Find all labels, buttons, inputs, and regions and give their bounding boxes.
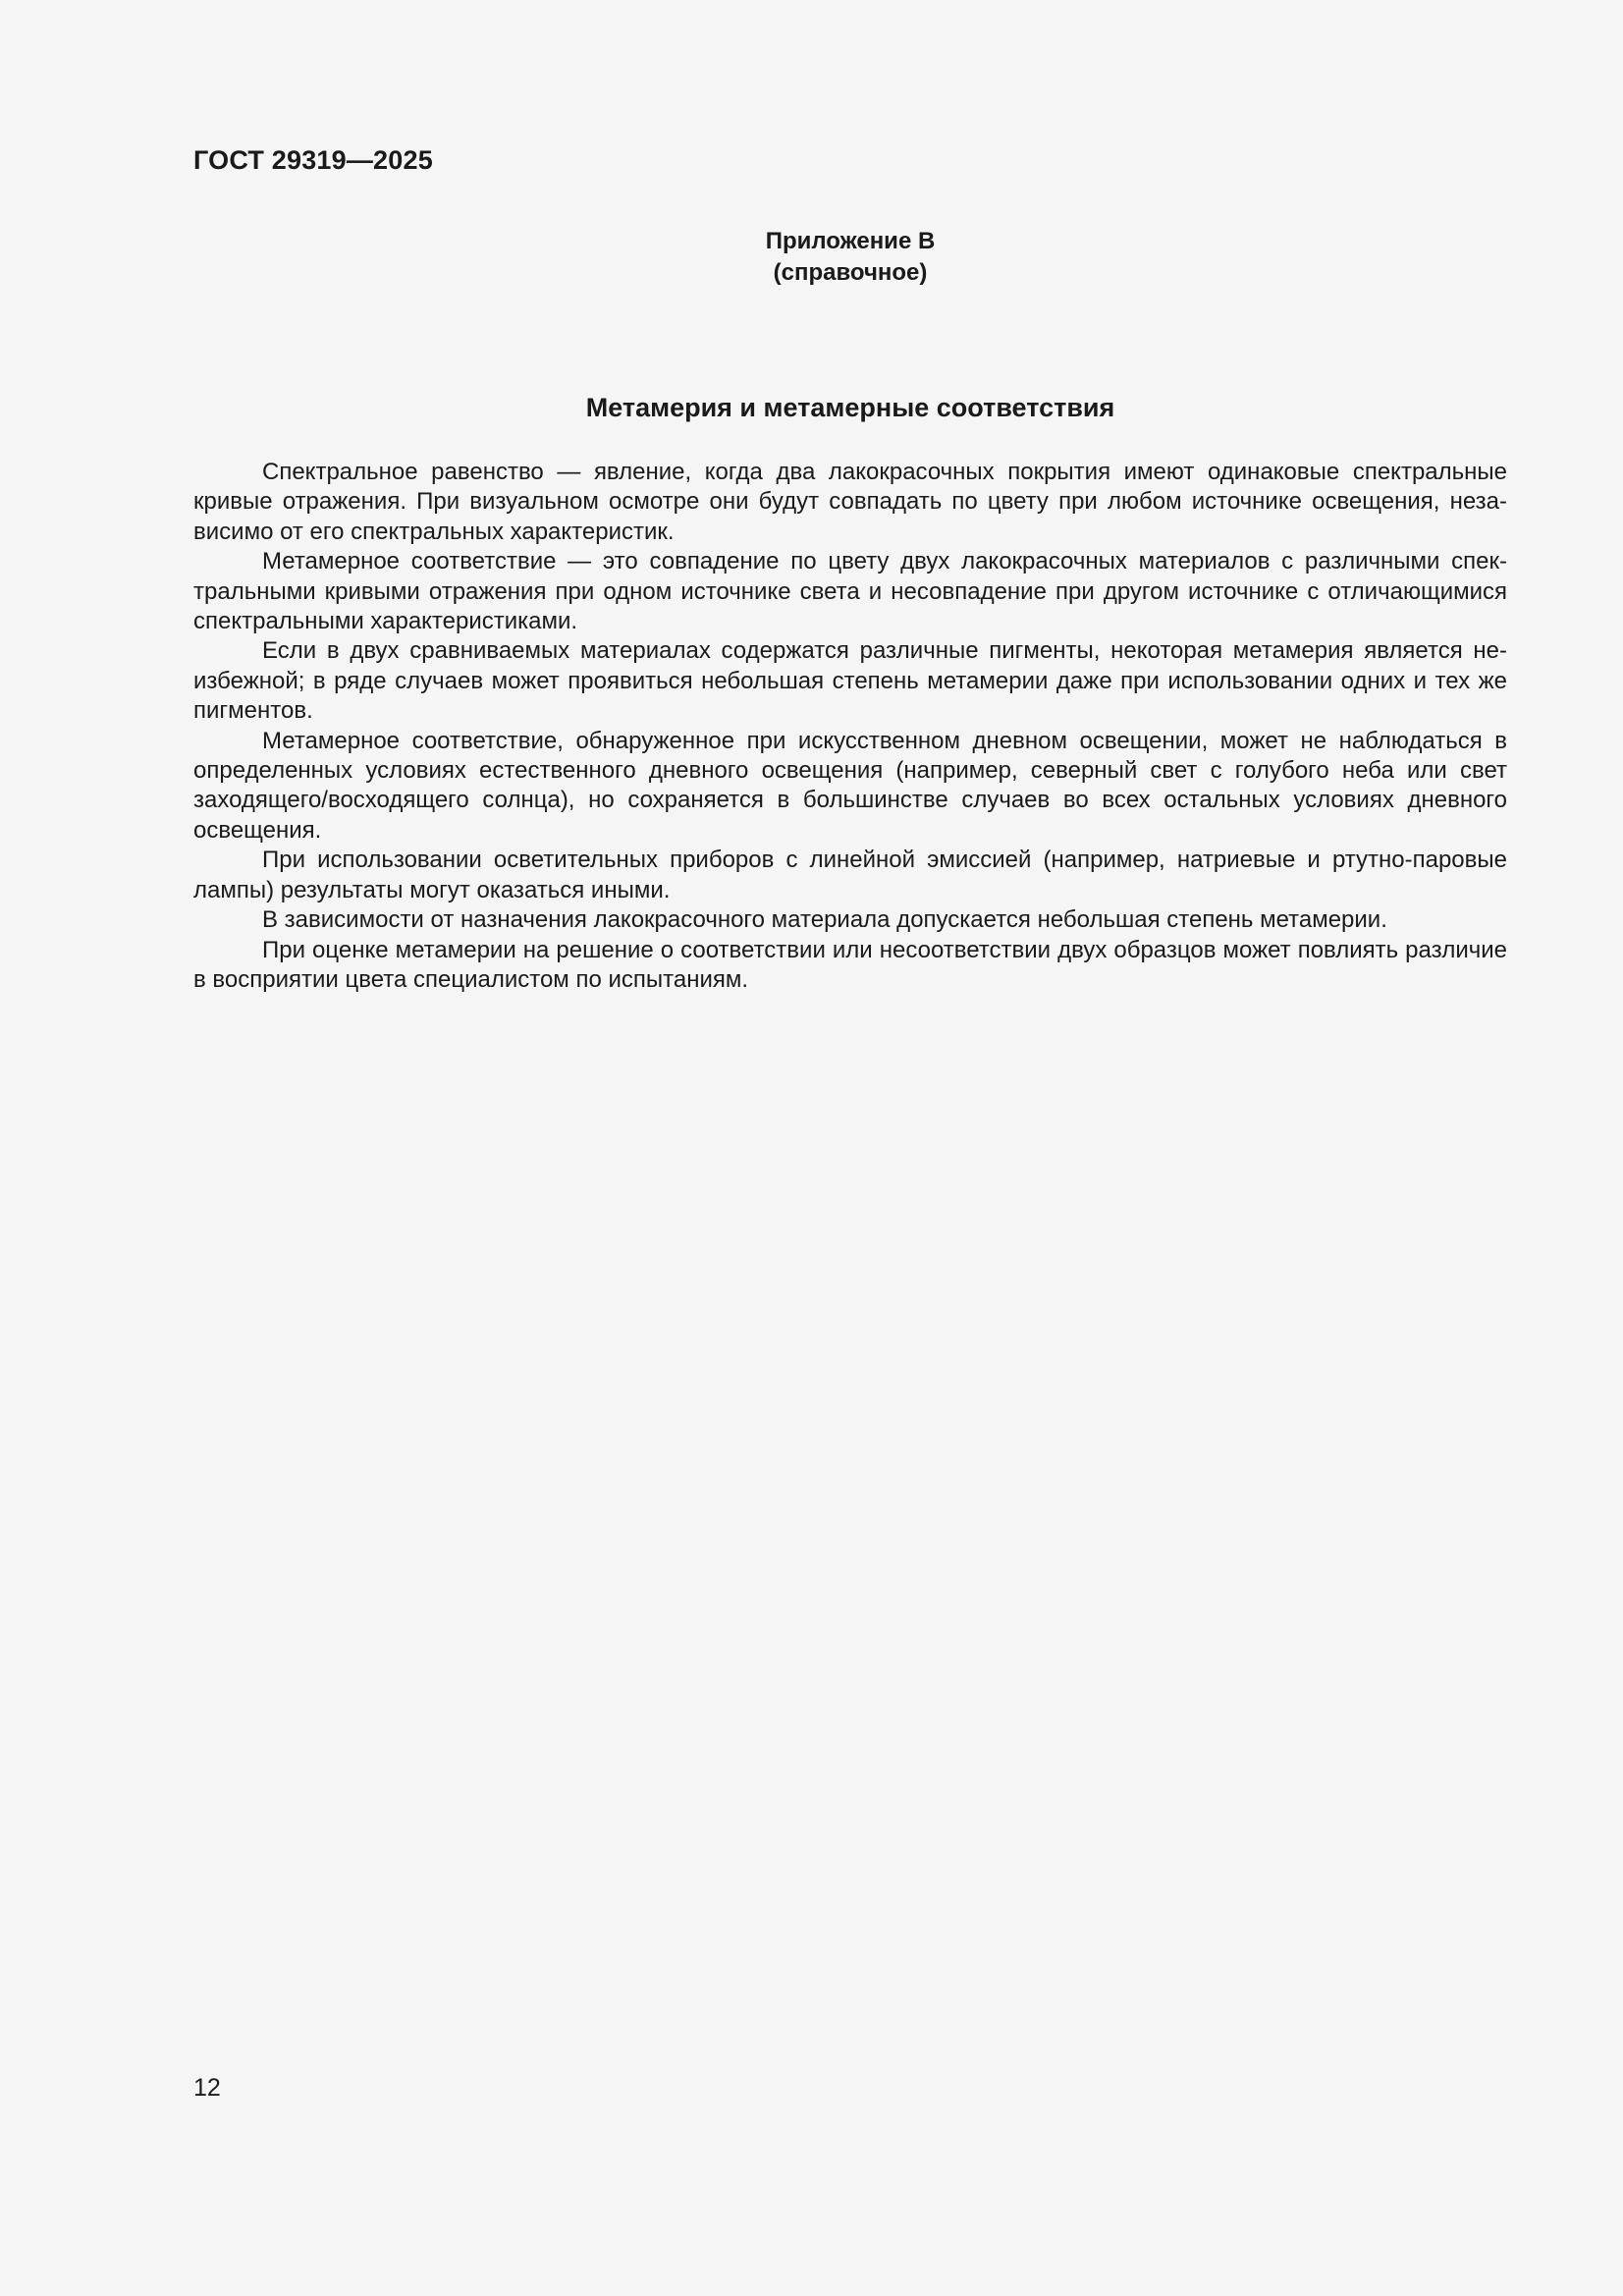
standard-header: ГОСТ 29319—2025 (193, 145, 433, 175)
section-title: Метамерия и метамерные соответствия (585, 393, 1115, 422)
paragraph: Метамерное соответствие — это совпадение по цвету двух лакокрасочных материалов с различными спектральными кривыми отражения при одном источнике света и несовпадение при другом источнике с отличающимися спектральными характеристиками. (193, 548, 1507, 635)
paragraph: В зависимости от назначения лакокрасочного материала допускается небольшая степень метамерии. (262, 906, 1387, 934)
paragraph: Спектральное равенство — явление, когда два лакокрасочных покрытия имеют одинаковые спектральные кривые отражения. При визуальном осмотре они будут совпадать по цвету при любом источнике освещения, независимо от его спектральных характеристик. (193, 459, 1507, 545)
paragraph: При использовании осветительных приборов с линейной эмиссией (например, натриевые и ртутно-паровые лампы) результаты могут оказаться иными. (193, 847, 1507, 903)
body-text (193, 458, 1507, 995)
paragraph: Метамерное соответствие, обнаруженное при искусственном дневном освещении, может не наблюдаться в определенных условиях естественного дневного освещения (например, северный свет с голубого неба или свет заходящего/восходящего солнца), но сохраняется в большинстве случаев во всех остальных условиях дневного освещения. (193, 727, 1507, 844)
annex-heading (193, 226, 1507, 289)
page-number: 12 (193, 2074, 221, 2102)
annex-title: Приложение В (765, 228, 936, 254)
annex-type: (справочное) (773, 259, 928, 286)
paragraph: При оценке метамерии на решение о соответствии или несоответствии двух образцов может повлиять различие в восприятии цвета специалистом по испытаниям. (193, 936, 1507, 993)
paragraph: Если в двух сравниваемых материалах содержатся различные пигменты, некоторая метамерия является неизбежной; в ряде случаев может проявиться небольшая степень метамерии даже при использовании одних и тех же пигментов. (193, 637, 1507, 725)
